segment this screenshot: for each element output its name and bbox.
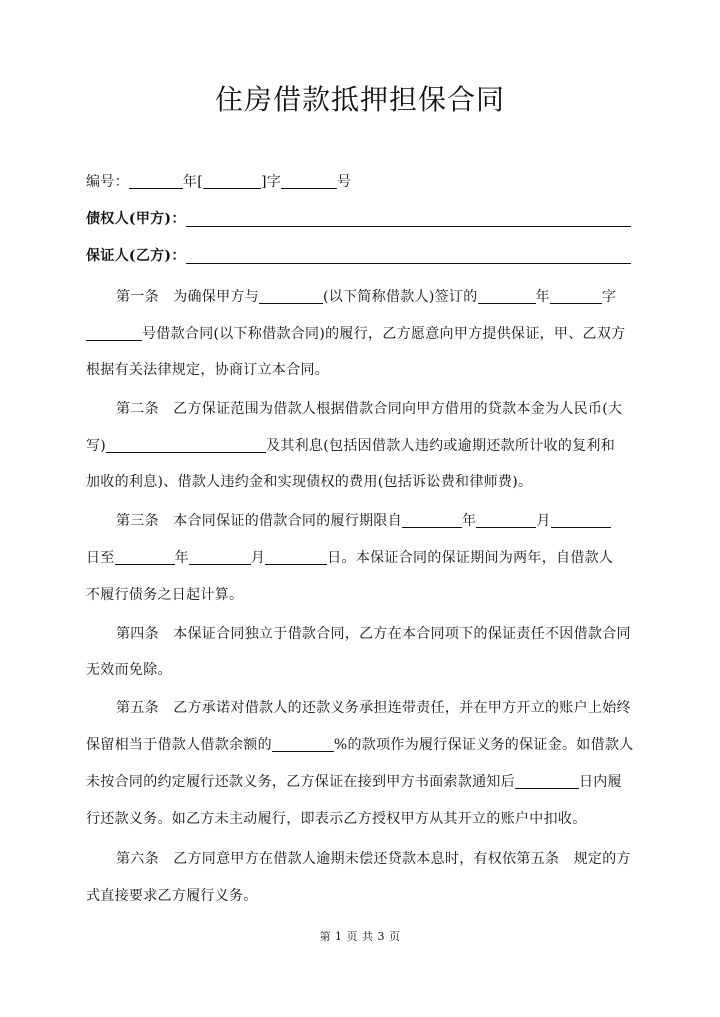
creditor-field[interactable] xyxy=(186,210,631,227)
article-3-line-1: 第三条 本合同保证的借款合同的履行期限自 年 月 xyxy=(116,510,611,532)
blank-loan-hao[interactable] xyxy=(86,326,142,341)
blank-loan-zi[interactable] xyxy=(550,289,602,304)
article-1-line-2: 号借款合同(以下称借款合同)的履行，乙方愿意向甲方提供保证，甲、乙双方 xyxy=(86,323,625,345)
blank-end-year[interactable] xyxy=(115,550,175,565)
creditor-line xyxy=(86,208,631,230)
blank-number-hao[interactable] xyxy=(281,174,337,189)
blank-number-zi[interactable] xyxy=(203,174,261,189)
article-6-line-1: 第六条 乙方同意甲方在借款人逾期未偿还贷款本息时，有权依第五条 规定的方 xyxy=(116,851,631,867)
blank-number-year[interactable] xyxy=(129,174,183,189)
guarantor-line xyxy=(86,245,631,267)
number-label: 编号： xyxy=(86,174,129,190)
article-3-line-3: 不履行债务之日起计算。 xyxy=(86,587,244,603)
guarantor-field[interactable] xyxy=(186,247,631,264)
blank-loan-year[interactable] xyxy=(478,289,536,304)
article-4-line-1: 第四条 本保证合同独立于借款合同，乙方在本合同项下的保证责任不因借款合同 xyxy=(116,626,631,642)
article-5-line-4: 行还款义务。如乙方未主动履行，即表示乙方授权甲方从其开立的账户中扣收。 xyxy=(86,811,587,827)
article-6-line-2: 式直接要求乙方履行义务。 xyxy=(86,888,258,904)
blank-principal-amount[interactable] xyxy=(106,438,266,453)
article-3-line-2: 日至 年 月 日。本保证合同的保证期间为两年，自借款人 xyxy=(86,550,614,566)
article-5-line-3: 未按合同的约定履行还款义务，乙方保证在接到甲方书面索款通知后 日内履 xyxy=(86,774,622,790)
article-2-line-1: 第二条 乙方保证范围为借款人根据借款合同向甲方借用的贷款本金为人民币(大 xyxy=(116,401,623,417)
contract-title: 住房借款抵押担保合同 xyxy=(214,83,505,116)
blank-end-month[interactable] xyxy=(189,550,251,565)
guarantor-label: 保证人(乙方)： xyxy=(86,248,186,264)
creditor-label: 债权人(甲方)： xyxy=(86,211,186,227)
article-5-line-1: 第五条 乙方承诺对借款人的还款义务承担连带责任，并在甲方开立的账户上始终 xyxy=(116,700,631,716)
article-2-line-3: 加收的利息)、借款人违约金和实现债权的费用(包括诉讼费和律师费)。 xyxy=(86,474,533,490)
blank-repay-days[interactable] xyxy=(515,774,579,789)
blank-deposit-percent[interactable] xyxy=(272,737,334,752)
page-footer: 第 1 页 共 3 页 xyxy=(319,930,401,943)
article-2-line-2: 写) 及其利息(包括因借款人违约或逾期还款所计收的复利和 xyxy=(86,438,616,454)
blank-start-year[interactable] xyxy=(402,513,462,528)
contract-number-line: 编号： 年[ ]字 号 xyxy=(86,174,352,190)
blank-start-day[interactable] xyxy=(551,513,611,528)
blank-start-month[interactable] xyxy=(476,513,536,528)
article-4-line-2: 无效而免除。 xyxy=(86,662,172,678)
blank-borrower-name[interactable] xyxy=(259,289,323,304)
blank-end-day[interactable] xyxy=(265,550,327,565)
article-1-line-3: 根据有关法律规定，协商订立本合同。 xyxy=(86,362,330,378)
article-1-line-1: 第一条 为确保甲方与 (以下简称借款人)签订的 年 字 xyxy=(116,289,617,305)
article-5-line-2: 保留相当于借款人借款余额的 %的款项作为履行保证义务的保证金。如借款人 xyxy=(86,737,634,753)
